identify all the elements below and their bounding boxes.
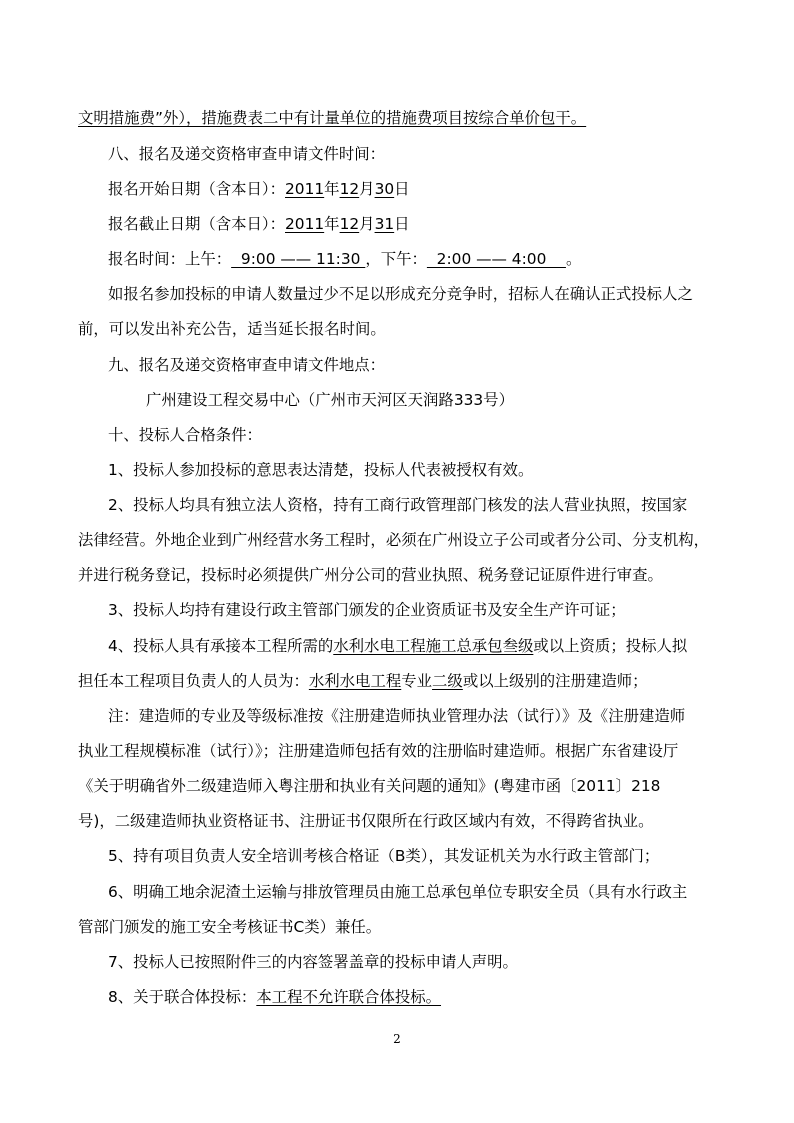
underlined-text: 二级 [432, 672, 463, 690]
text-segment: 并进行税务登记，投标时必须提供广州分公司的营业执照、税务登记证原件进行审查。 [78, 566, 663, 584]
text-line [0, 952, 518, 972]
text-line [0, 108, 586, 128]
text-segment: 日 [394, 180, 410, 198]
underlined-text: 31 [374, 215, 395, 233]
text-segment: 7、投标人已按照附件三的内容签署盖章的投标申请人声明。 [108, 953, 518, 971]
text-segment: 八、报名及递交资格审查申请文件时间： [108, 145, 386, 163]
page-number: 2 [393, 1032, 401, 1046]
underlined-text: 12 [339, 180, 360, 198]
text-segment: ，下午： [365, 250, 427, 268]
text-line [0, 249, 581, 269]
text-segment: 九、报名及递交资格审查申请文件地点： [108, 356, 386, 374]
underlined-text: 12 [339, 215, 360, 233]
underlined-text: 2011 [285, 215, 325, 233]
text-line [0, 214, 410, 234]
text-segment: 年 [324, 215, 340, 233]
text-segment: 6、明确工地余泥渣土运输与排放管理员由施工总承包单位专职安全员（具有水行政主 [108, 883, 688, 901]
underlined-text: 水利水电工程施工总承包叁级 [333, 637, 534, 655]
text-segment: 5、持有项目负责人安全培训考核合格证（B类），其发证机关为水行政主管部门； [108, 847, 660, 865]
underlined-text: 30 [374, 180, 395, 198]
text-line [0, 987, 441, 1007]
text-segment: 号)，二级建造师执业资格证书、注册证书仅限所在行政区域内有效，不得跨省执业。 [78, 812, 654, 830]
text-segment: 3、投标人均持有建设行政主管部门颁发的企业资质证书及安全生产许可证； [108, 601, 626, 619]
text-segment: 或以上级别的注册建造师； [462, 672, 648, 690]
text-segment: 担任本工程项目负责人的人员为： [78, 672, 309, 690]
text-line [0, 460, 533, 480]
text-line [0, 179, 410, 199]
text-segment: 《关于明确省外二级建造师入粤注册和执业有关问题的通知》(粤建市函〔2011〕218 [78, 777, 661, 795]
text-segment: 8、关于联合体投标： [108, 988, 257, 1006]
text-segment: 前，可以发出补充公告，适当延长报名时间。 [78, 320, 386, 338]
text-segment: 执业工程规模标准（试行）》；注册建造师包括有效的注册临时建造师。根据广东省建设厅 [78, 742, 679, 760]
text-line [0, 600, 626, 620]
text-line [0, 425, 262, 445]
text-segment: 月 [359, 215, 375, 233]
text-line [0, 636, 687, 656]
text-segment: 管部门颁发的施工安全考核证书C类）兼任。 [78, 918, 382, 936]
text-line [0, 565, 663, 585]
text-line [0, 284, 693, 304]
text-segment: 1、投标人参加投标的意思表达清楚，投标人代表被授权有效。 [108, 461, 534, 479]
text-line [0, 917, 381, 937]
text-line [0, 355, 385, 375]
text-segment: 注：建造师的专业及等级标准按《注册建造师执业管理办法（试行）》及《注册建造师 [108, 707, 686, 725]
text-line [0, 706, 685, 726]
text-segment: 广州建设工程交易中心（广州市天河区天润路333号） [146, 391, 514, 409]
text-line [0, 390, 514, 410]
text-segment: 报名时间：上午： [108, 250, 232, 268]
underlined-text: 2:00 —— 4:00 [426, 250, 566, 268]
text-line [0, 530, 709, 550]
text-line [0, 776, 660, 796]
text-line [0, 144, 385, 164]
text-segment: 法律经营。外地企业到广州经营水务工程时，必须在广州设立子公司或者分公司、分支机构， [78, 531, 710, 549]
text-segment: 2、投标人均具有独立法人资格，持有工商行政管理部门核发的法人营业执照，按国家 [108, 496, 688, 514]
text-segment: 如报名参加投标的申请人数量过少不足以形成充分竞争时，招标人在确认正式投标人之 [108, 285, 693, 303]
text-segment: 日 [394, 215, 410, 233]
text-segment: 年 [324, 180, 340, 198]
underlined-text: 文明措施费”外），措施费表二中有计量单位的措施费项目按综合单价包干。 [78, 109, 587, 127]
text-segment: 报名截止日期（含本日）： [108, 215, 285, 233]
underlined-text: 2011 [285, 180, 325, 198]
text-line [0, 319, 386, 339]
text-segment: 专业 [401, 672, 433, 690]
text-line [0, 846, 659, 866]
text-line [0, 741, 678, 761]
text-line [0, 671, 648, 691]
text-segment: 十、投标人合格条件： [108, 426, 262, 444]
text-line [0, 495, 687, 515]
text-segment: 4、投标人具有承接本工程所需的 [108, 637, 334, 655]
text-line [0, 811, 653, 831]
underlined-text: 9:00 —— 11:30 [231, 250, 366, 268]
underlined-text: 本工程不允许联合体投标。 [256, 988, 442, 1006]
text-segment: 报名开始日期（含本日）： [108, 180, 285, 198]
underlined-text: 水利水电工程 [308, 672, 402, 690]
text-segment: 月 [359, 180, 375, 198]
text-segment: 。 [565, 250, 582, 268]
text-segment: 或以上资质；投标人拟 [533, 637, 688, 655]
text-line [0, 882, 687, 902]
